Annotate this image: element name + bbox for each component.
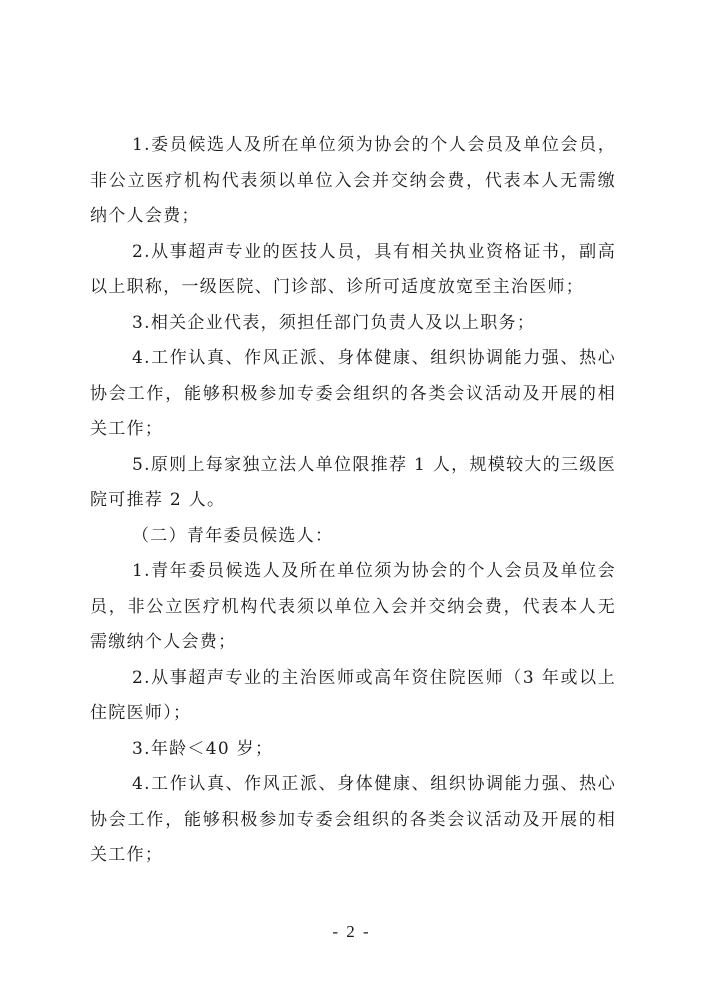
paragraph-member-requirement-3: 3.相关企业代表，须担任部门负责人及以上职务； bbox=[132, 312, 536, 333]
paragraph-youth-requirement-4: 4.工作认真、作风正派、身体健康、组织协调能力强、热心协会工作，能够积极参加专委会组织的各类会议活动及开展的相关工作； bbox=[90, 774, 616, 865]
paragraph-youth-requirement-3: 3.年龄＜40 岁； bbox=[132, 738, 274, 759]
paragraph-member-requirement-1: 1.委员候选人及所在单位须为协会的个人会员及单位会员，非公立医疗机构代表须以单位入会并交纳会费，代表本人无需缴纳个人会费； bbox=[90, 135, 616, 226]
section-heading-youth-candidates: （二）青年委员候选人： bbox=[132, 525, 334, 546]
document-body bbox=[90, 128, 616, 874]
paragraph-youth-requirement-2: 2.从事超声专业的主治医师或高年资住院医师（3 年或以上住院医师）； bbox=[90, 667, 616, 723]
paragraph-member-requirement-2: 2.从事超声专业的医技人员，具有相关执业资格证书，副高以上职称，一级医院、门诊部、诊所可适度放宽至主治医师； bbox=[90, 241, 616, 297]
paragraph-member-requirement-4: 4.工作认真、作风正派、身体健康、组织协调能力强、热心协会工作，能够积极参加专委会组织的各类会议活动及开展的相关工作； bbox=[90, 348, 616, 439]
paragraph-youth-requirement-1: 1.青年委员候选人及所在单位须为协会的个人会员及单位会员，非公立医疗机构代表须以单位入会并交纳会费，代表本人无需缴纳个人会费； bbox=[90, 561, 616, 652]
paragraph-member-requirement-5: 5.原则上每家独立法人单位限推荐 1 人，规模较大的三级医院可推荐 2 人。 bbox=[90, 454, 616, 510]
page-number: - 2 - bbox=[332, 922, 371, 941]
